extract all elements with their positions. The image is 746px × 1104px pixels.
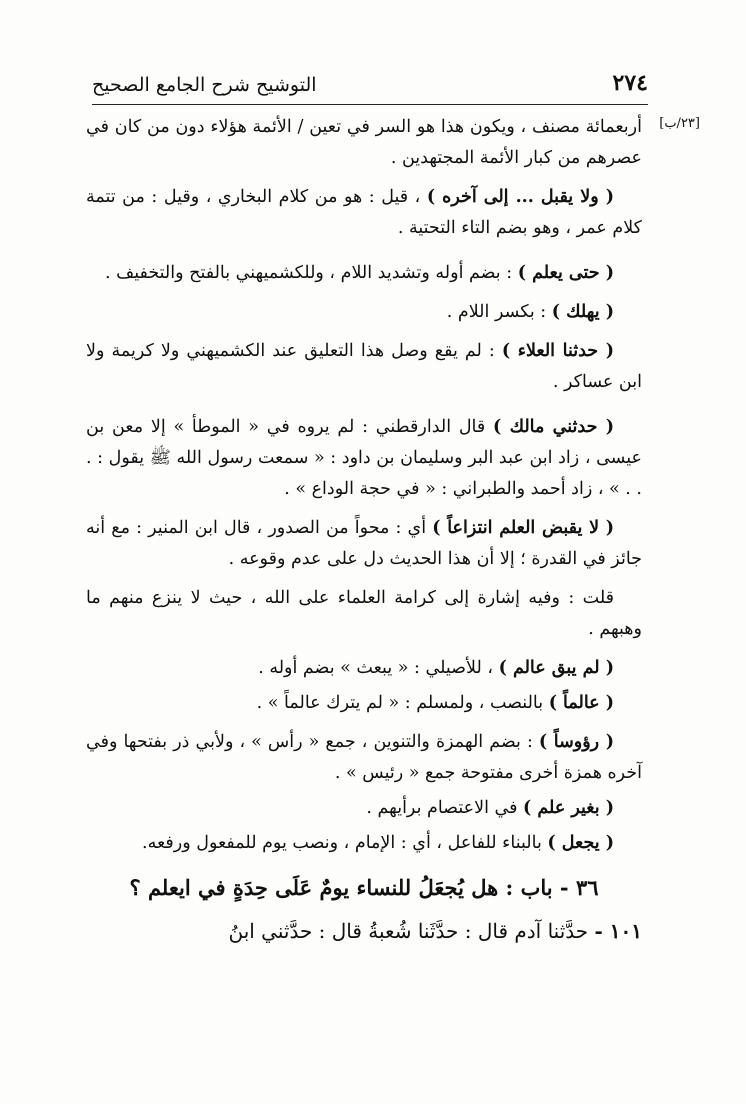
commentary-entry (86, 727, 642, 789)
commentary-entry (86, 688, 642, 719)
hadith-start (86, 911, 642, 951)
commentary-entry (86, 828, 642, 859)
commentary-entry (86, 182, 642, 244)
lemma: ( ولا يقبل ... إلى آخره ) (426, 187, 614, 207)
commentary-text: بالبناء للفاعل ، أي : الإمام ، ونصب يوم للمفعول ورفعه. (142, 833, 548, 853)
lemma: ( لا يقبض العلم انتزاعاً ) (432, 518, 615, 538)
paragraph-text: أربعمائة مصنف ، ويكون هذا هو السر في تعين / الأئمة هؤلاء دون من كان في عصرهم من كبار الأئمة المجتهدين . (86, 117, 642, 168)
page-number: ٢٧٤ (612, 70, 648, 96)
commentary-text: أي : محواً من الصدور ، قال ابن المنير : مع أنه جائز في القدرة ؛ إلا أن هذا الحديث دل على عدم وقوعه . (86, 518, 642, 569)
commentary-text: قال الدارقطني : لم يروه في « الموطأ » إلا معن بن عيسى ، زاد ابن عبد البر وسليمان بن داود : « سمعت رسول الله ﷺ يقول : . . . » ، زاد أحمد والطبراني : « في حجة الوداع » . (86, 417, 642, 499)
page-body (86, 112, 700, 971)
commentary-text: : بضم الهمزة والتنوين ، جمع « رأس » ، ولأبي ذر بفتحها وفي آخره همزة أخرى مفتوحة جمع « رئيس » . (86, 732, 642, 783)
lemma: ( بغير علم ) (523, 798, 614, 818)
commentary-entry (86, 653, 642, 684)
commentary-text: : بضم أوله وتشديد اللام ، وللكشميهني بالفتح والتخفيف . (104, 263, 518, 283)
lemma: ( يجعل ) (547, 833, 614, 853)
commentary-text: بالنصب ، ولمسلم : « لم يترك عالماً » . (256, 693, 549, 713)
lemma: ( حدثنا العلاء ) (501, 341, 614, 361)
hadith-text: حدَّثنا آدم قال : حدَّثَنا شُعبةُ قال : حدَّثني ابنُ (228, 919, 589, 943)
commentary-entry (86, 258, 642, 289)
commentary-entry (86, 793, 642, 824)
lemma: ( رؤوساً ) (538, 732, 615, 752)
commentary-text: في الاعتصام برأيهم . (366, 798, 524, 818)
lemma: ( حدثني مالك ) (493, 417, 614, 437)
commentary-entry (86, 412, 642, 505)
commentary-text: ، قيل : هو من كلام البخاري ، وقيل : من تتمة كلام عمر ، وهو بضم التاء التحتية . (86, 187, 642, 238)
lemma: ( يهلك ) (551, 302, 614, 322)
commentary-entry (86, 513, 642, 575)
folio-marker: [٢٣/ب] (659, 116, 700, 131)
commentary-entry (86, 297, 642, 328)
lemma: ( عالماً ) (548, 693, 614, 713)
page-header (92, 66, 648, 105)
commentary-text: قلت : وفيه إشارة إلى كرامة العلماء على الله ، حيث لا ينزع منهم ما وهبهم . (86, 588, 642, 639)
running-title: التوشيح شرح الجامع الصحيح (92, 74, 317, 96)
commentary-text: ، للأصيلي : « يبعث » بضم أوله . (258, 658, 499, 678)
commentary-entry (86, 583, 642, 645)
hadith-number: ١٠١ - (594, 919, 642, 943)
lemma: ( حتى يعلم ) (517, 263, 614, 283)
commentary-text: : بكسر اللام . (446, 302, 552, 322)
commentary-entry (86, 336, 642, 398)
chapter-heading: ٣٦ - باب : هل يُجعَلُ للنساء يومٌ عَلَى حِدَةٍ في ايعلم ؟ (129, 875, 599, 900)
lemma: ( لم يبق عالم ) (498, 658, 614, 678)
paragraph (86, 112, 642, 174)
commentary-text: : لم يقع وصل هذا التعليق عند الكشميهني ولا كريمة ولا ابن عساكر . (86, 341, 642, 392)
